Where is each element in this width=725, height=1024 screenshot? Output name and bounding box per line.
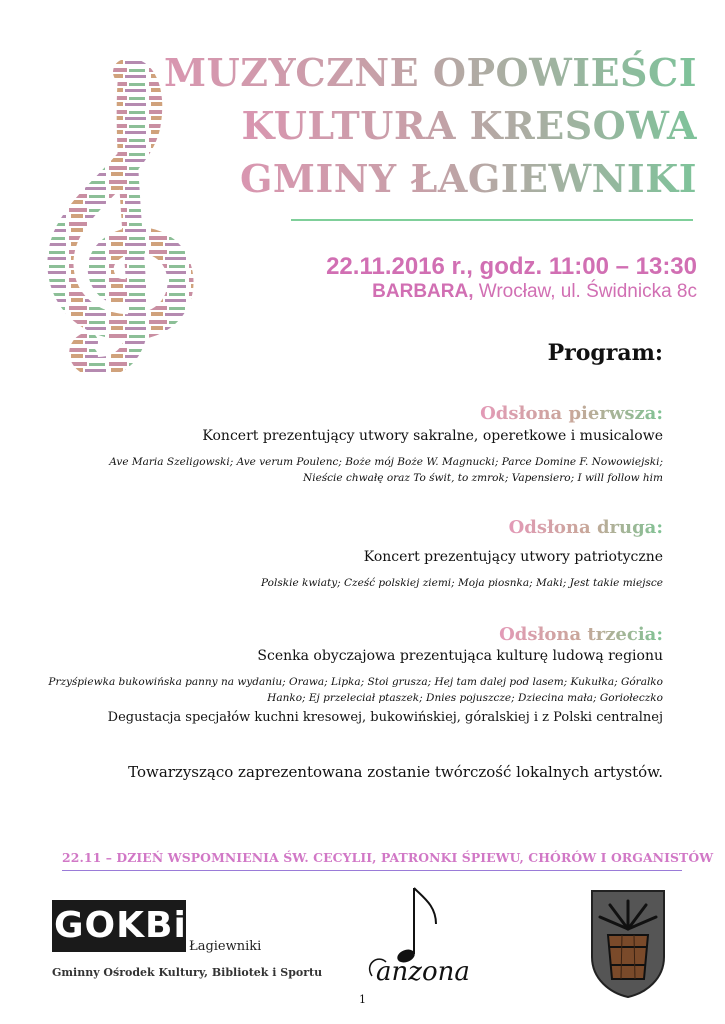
music-note-logo-icon <box>414 888 436 954</box>
artists-note: Towarzysząco zaprezentowana zostanie twórczość lokalnych artystów. <box>128 763 663 781</box>
section-1-title: Odsłona pierwsza: <box>480 403 663 424</box>
gokbis-logo-text: GOKBiS <box>54 905 214 946</box>
title-line-3: GMINY ŁAGIEWNIKI <box>239 156 697 201</box>
canzona-logo <box>362 884 492 994</box>
section-3-repertoire <box>48 674 663 706</box>
venue-address: Wrocław, ul. Świdnicka 8c <box>473 281 697 302</box>
title-divider <box>291 219 693 221</box>
gokbis-full-name: Gminny Ośrodek Kultury, Bibliotek i Sportu <box>52 966 323 979</box>
tasting-note: Degustacja specjałów kuchni kresowej, bukowińskiej, góralskiej i z Polski centralnej <box>107 710 663 725</box>
st-cecilia-banner: 22.11 – DZIEŃ WSPOMNIENIA ŚW. CECYLII, PATRONKI ŚPIEWU, CHÓRÓW I ORGANISTÓW <box>62 850 714 865</box>
section-3-repertoire-line-2: Hanko; Ej przeleciał ptaszek; Dnies pojuszcze; Dziecina mała; Goriołeczko <box>267 692 663 704</box>
gokbis-place: Łagiewniki <box>189 939 262 954</box>
page-number: 1 <box>359 993 366 1006</box>
section-1-repertoire <box>109 454 663 486</box>
event-venue <box>372 281 697 303</box>
section-3-repertoire-line-1: Przyśpiewka bukowińska panny na wydaniu; Orawa; Lipka; Stoi grusza; Hej tam dalej pod lasem; Kukułka; Góralko <box>48 676 663 688</box>
section-2-title: Odsłona druga: <box>508 517 663 538</box>
section-3-title: Odsłona trzecia: <box>499 624 663 645</box>
coat-of-arms-icon <box>588 887 668 999</box>
footer-divider <box>62 870 682 871</box>
section-3-description: Scenka obyczajowa prezentująca kulturę ludową regionu <box>257 648 663 664</box>
section-2-description: Koncert prezentujący utwory patriotyczne <box>363 549 663 565</box>
title-line-1: MUZYCZNE OPOWIEŚCI <box>164 50 697 95</box>
event-date-time: 22.11.2016 r., godz. 11:00 – 13:30 <box>326 253 697 280</box>
treble-clef-wordcloud-icon <box>28 52 218 392</box>
section-1-repertoire-line-1: Ave Maria Szeligowski; Ave verum Poulenc; Boże mój Boże W. Magnucki; Parce Domine F. Nowowiejski; <box>109 456 663 468</box>
section-2-repertoire <box>261 575 663 591</box>
title-line-2: KULTURA KRESOWA <box>241 103 697 148</box>
section-1-description: Koncert prezentujący utwory sakralne, operetkowe i musicalowe <box>202 428 663 444</box>
section-2-repertoire-line-1: Polskie kwiaty; Cześć polskiej ziemi; Moja piosnka; Maki; Jest takie miejsce <box>261 577 663 589</box>
section-1-repertoire-line-2: Nieście chwałę oraz To świt, to zmrok; Vapensiero; I will follow him <box>303 472 663 484</box>
canzona-logo-text: anzona <box>376 957 470 987</box>
program-heading: Program: <box>547 340 663 366</box>
venue-name: BARBARA, <box>372 281 474 302</box>
